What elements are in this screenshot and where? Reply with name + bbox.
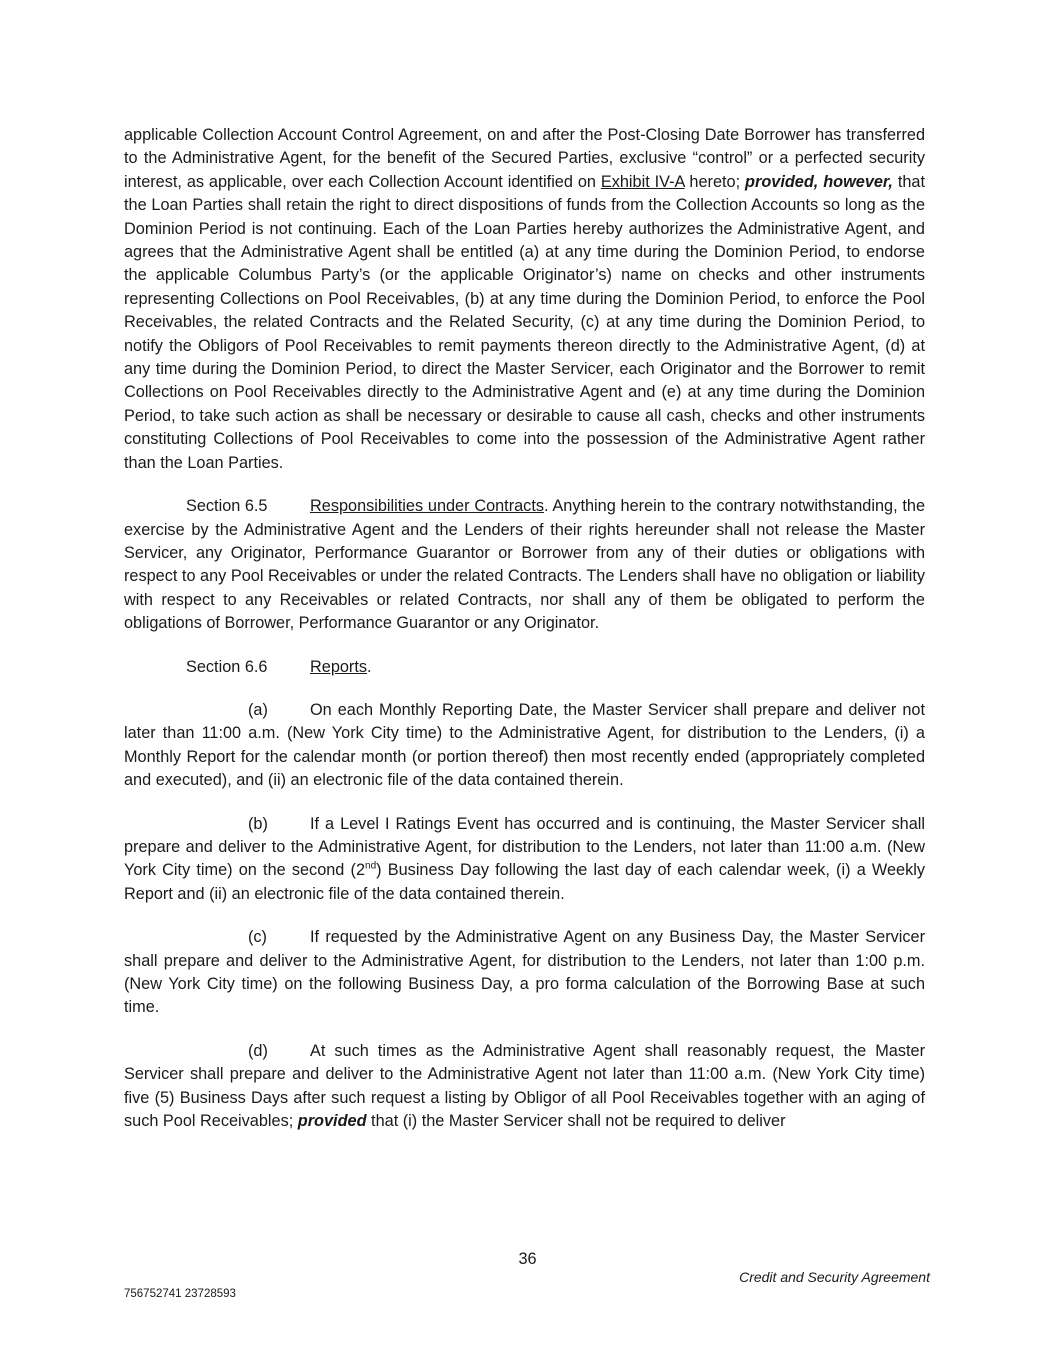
clause-label: (a) bbox=[248, 700, 268, 719]
clause-a: (a) On each Monthly Reporting Date, the Master Servicer shall prepare and deliver not later than 11:00 a.m. (New York City time) to the Administrative Agent, for distribution to the Lenders, (i) a Monthly Report for the calendar month (or portion thereof) then most recently ended (appropriately completed and executed), and (ii) an electronic file of the data contained therein. bbox=[124, 700, 925, 790]
document-id: 756752741 23728593 bbox=[124, 1288, 236, 1300]
footer-document-title: Credit and Security Agreement bbox=[739, 1269, 930, 1285]
section-heading: Responsibilities under Contracts bbox=[310, 497, 544, 516]
proviso-term: provided, however, bbox=[745, 172, 893, 191]
section-heading: Reports bbox=[310, 657, 368, 676]
section-6-6: Section 6.6 Reports. bbox=[124, 656, 925, 679]
clause-label: (d) bbox=[248, 1041, 268, 1060]
section-number: Section 6.5 bbox=[186, 497, 268, 516]
exhibit-reference: Exhibit IV-A bbox=[600, 172, 685, 191]
page-number: 36 bbox=[518, 1250, 537, 1268]
document-body bbox=[124, 124, 925, 1153]
clause-b: (b) If a Level I Ratings Event has occurred and is continuing, the Master Servicer shall prepare and deliver to the Administrative Agent, for distribution to the Lenders, not later than 11:00 a.m. (New York City time) on the second (2nd) Business Day following the last day of each calendar week, (i) a Weekly Report and (ii) an electronic file of the data contained therein. bbox=[124, 814, 926, 903]
proviso-term: provided bbox=[297, 1112, 367, 1131]
clause-label: (b) bbox=[248, 814, 268, 833]
section-6-5: Section 6.5 Responsibilities under Contracts. Anything herein to the contrary notwithstanding, the exercise by the Administrative Agent and the Lenders of their rights hereunder shall not release the Master Servicer, any Originator, Performance Guarantor or Borrower from any of their duties or obligations with respect to any Pool Receivables or under the related Contracts. The Lenders shall have no obligation or liability with respect to any Receivables or related Contracts, nor shall any of them be obligated to perform the obligations of Borrower, Performance Guarantor or any Originator. bbox=[124, 497, 926, 633]
clause-label: (c) bbox=[248, 928, 267, 947]
superscript: nd bbox=[365, 860, 377, 872]
clause-c: (c) If requested by the Administrative Agent on any Business Day, the Master Servicer shall prepare and deliver to the Administrative Agent, for distribution to the Lenders, not later than 1:00 p.m. (New York City time) on the following Business Day, a pro forma calculation of the Borrowing Base at such time. bbox=[124, 928, 925, 1017]
paragraph-collection-accounts: applicable Collection Account Control Agreement, on and after the Post-Closing Date Borrower has transferred to the Administrative Agent, for the benefit of the Secured Parties, exclusive “control” or a perfected security interest, as applicable, over each Collection Account identified on Exhibit IV-A hereto; provided, however, that the Loan Parties shall retain the right to direct dispositions of funds from the Collection Accounts so long as the Dominion Period is not continuing. Each of the Loan Parties hereby authorizes the Administrative Agent, and agrees that the Administrative Agent shall be entitled (a) at any time during the Dominion Period, to endorse the applicable Columbus Party’s (or the applicable Originator’s) name on checks and other instruments representing Collections on Pool Receivables, (b) at any time during the Dominion Period, to enforce the Pool Receivables, the related Contracts and the Related Security, (c) at any time during the Dominion Period, to notify the Obligors of Pool Receivables to remit payments thereon directly to the Administrative Agent, (d) at any time during the Dominion Period, to direct the Master Servicer, each Originator and the Borrower to remit Collections on Pool Receivables directly to the Administrative Agent and (e) at any time during the Dominion Period, to take such action as shall be necessary or desirable to cause all cash, checks and other instruments constituting Collections of Pool Receivables to come into the possession of the Administrative Agent rather than the Loan Parties. bbox=[124, 126, 925, 472]
section-number: Section 6.6 bbox=[186, 657, 268, 676]
clause-d: (d) At such times as the Administrative Agent shall reasonably request, the Master Servicer shall prepare and deliver to the Administrative Agent not later than 11:00 a.m. (New York City time) five (5) Business Days after such request a listing by Obligor of all Pool Receivables together with an aging of such Pool Receivables; provided that (i) the Master Servicer shall not be required to deliver bbox=[124, 1041, 925, 1131]
